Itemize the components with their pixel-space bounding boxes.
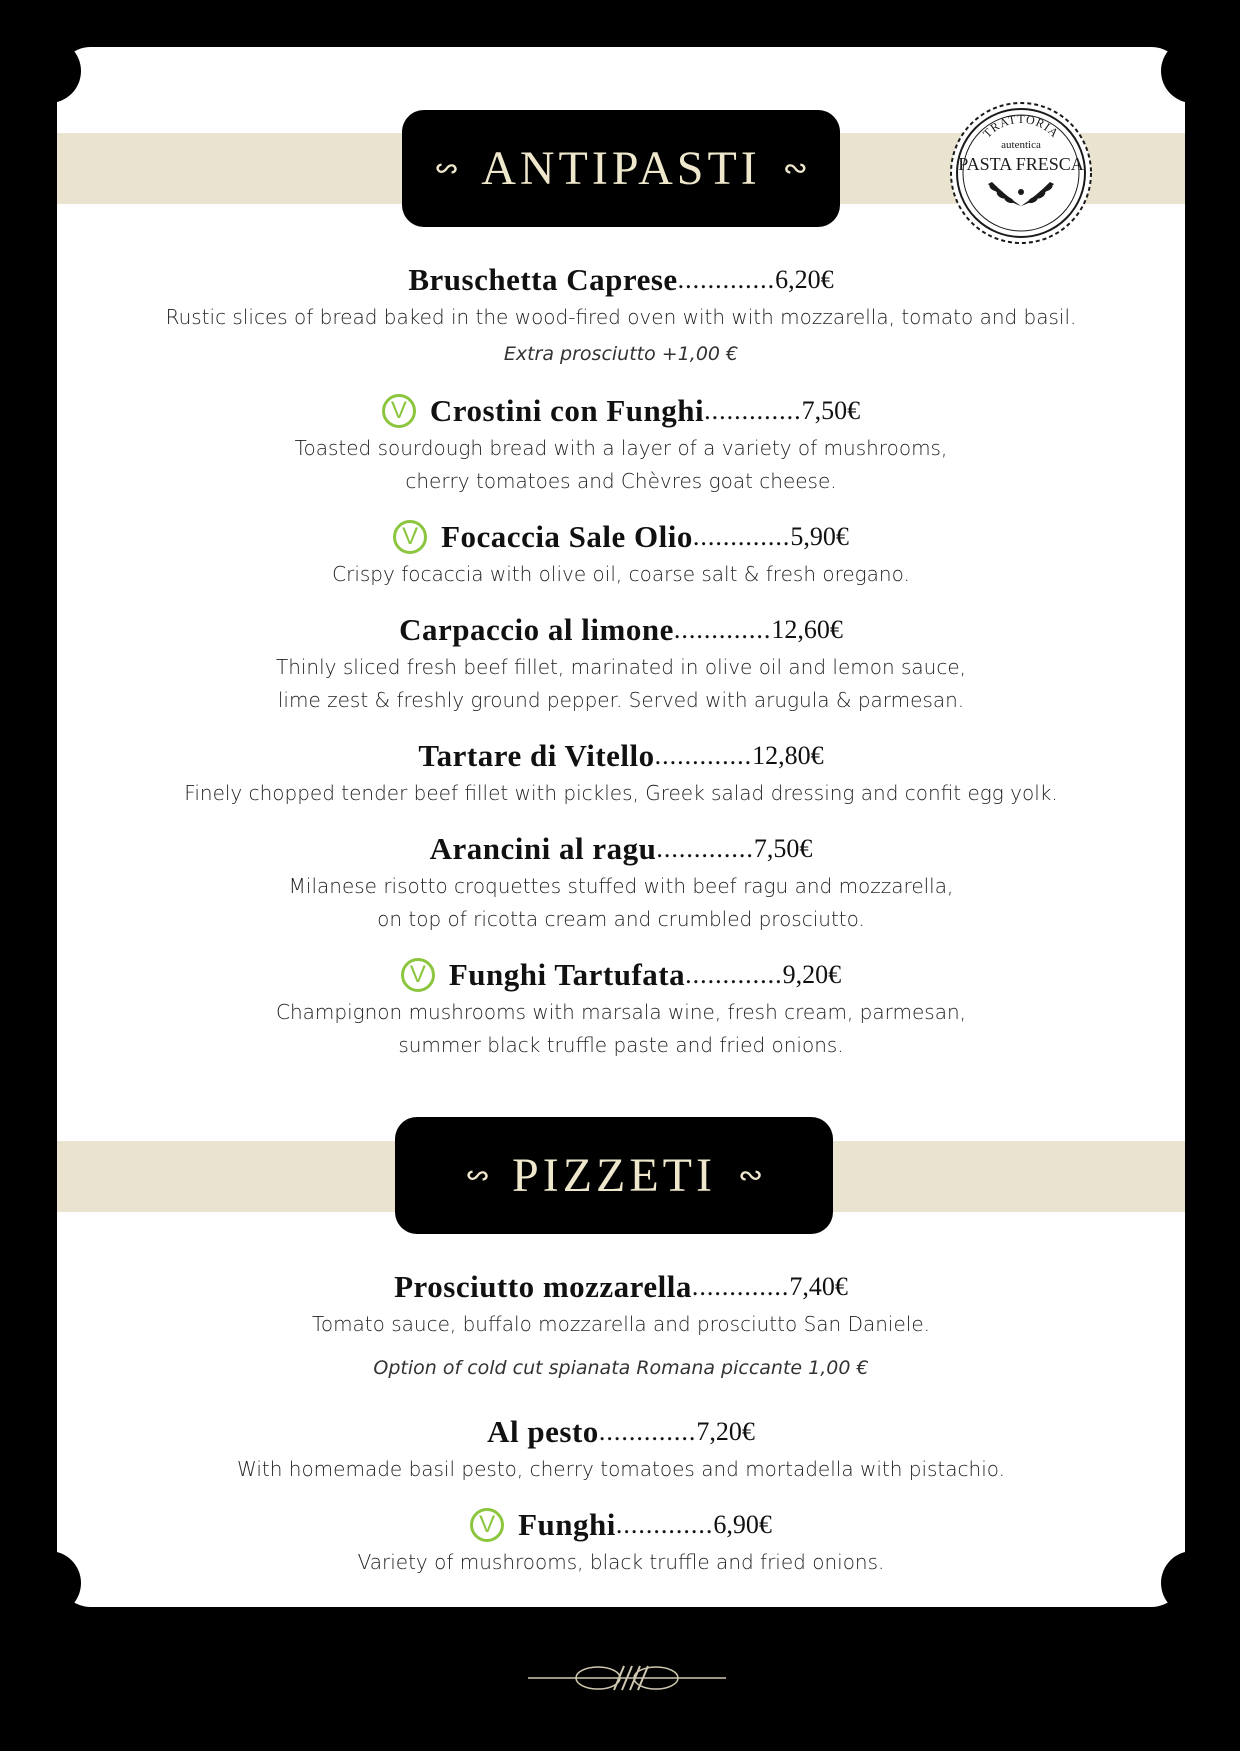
menu-item [57, 1266, 1185, 1393]
item-name: Funghi Tartufata [448, 957, 686, 992]
corner-notch [17, 39, 81, 103]
item-name: Al pesto [487, 1414, 599, 1449]
flourish-ornament-icon [528, 1660, 726, 1696]
item-description: With homemade basil pesto, cherry tomatoes and mortadella with pistachio. [237, 1457, 1005, 1481]
item-description: Champignon mushrooms with marsala wine, fresh cream, parmesan, summer black truffle paste and fried onions. [276, 1000, 966, 1057]
menu-item [57, 735, 1185, 810]
section-title: PIZZETI [512, 1149, 716, 1202]
item-name: Prosciutto mozzarella [394, 1269, 692, 1304]
trattoria-stamp-logo [948, 100, 1094, 246]
item-price: 7,50€ [753, 834, 813, 863]
menu-item [57, 259, 1185, 372]
item-price: 9,20€ [782, 960, 842, 989]
item-leader-dots: ............. [598, 1417, 697, 1446]
item-leader-dots: ............. [704, 396, 802, 425]
section-pizzeti [57, 1266, 1185, 1597]
item-description: Crispy focaccia with olive oil, coarse salt & fresh oregano. [332, 562, 910, 586]
vegetarian-icon: V [401, 958, 435, 992]
menu-item [57, 390, 1185, 498]
item-price: 12,80€ [752, 741, 824, 770]
swash-ornament-icon: ∾ [782, 152, 812, 185]
item-price: 7,50€ [801, 396, 861, 425]
item-description: Thinly sliced fresh beef fillet, marinated in olive oil and lemon sauce, lime zest & freshly ground pepper. Served with arugula & parmesan. [275, 655, 967, 712]
item-price: 7,40€ [789, 1272, 848, 1301]
item-leader-dots: ............. [677, 265, 776, 294]
item-leader-dots: ............. [673, 615, 772, 644]
item-name: Arancini al ragu [429, 831, 657, 866]
section-plaque-antipasti [402, 110, 840, 227]
item-leader-dots: ............. [656, 834, 754, 863]
item-price: 6,20€ [775, 265, 834, 294]
item-leader-dots: ............. [654, 741, 753, 770]
item-name: Bruschetta Caprese [408, 262, 678, 297]
menu-item [57, 1411, 1185, 1486]
item-name: Focaccia Sale Olio [441, 519, 693, 554]
item-extra: Option of cold cut spianata Romana piccante 1,00 € [373, 1357, 869, 1379]
corner-notch [1161, 39, 1225, 103]
item-name: Crostini con Funghi [429, 393, 705, 428]
item-leader-dots: ............. [615, 1510, 714, 1539]
item-price: 6,90€ [713, 1510, 772, 1539]
vegetarian-icon: V [393, 520, 427, 554]
item-name: Tartare di Vitello [418, 738, 655, 773]
item-extra: Extra prosciutto +1,00 € [503, 343, 739, 365]
item-name: Funghi [518, 1507, 616, 1542]
vegetarian-icon: V [382, 394, 416, 428]
vegetarian-icon: V [470, 1508, 504, 1542]
swash-ornament-icon: ∾ [460, 1159, 491, 1192]
swash-ornament-icon: ∾ [430, 152, 460, 185]
section-antipasti [57, 259, 1185, 1080]
item-name: Carpaccio al limone [399, 612, 674, 647]
stamp-line3: PASTA FRESCA [958, 154, 1084, 174]
swash-ornament-icon: ∾ [737, 1159, 768, 1192]
menu-item [57, 609, 1185, 717]
item-description: Variety of mushrooms, black truffle and fried onions. [357, 1550, 885, 1574]
section-title: ANTIPASTI [481, 142, 761, 195]
item-description: Rustic slices of bread baked in the wood-fired oven with with mozzarella, tomato and basil. [165, 305, 1077, 329]
item-leader-dots: ............. [685, 960, 783, 989]
menu-card [57, 47, 1185, 1607]
menu-item [57, 954, 1185, 1062]
item-price: 12,60€ [771, 615, 843, 644]
stamp-line2: autentica [1001, 139, 1041, 151]
item-leader-dots: ............. [691, 1272, 790, 1301]
section-plaque-pizzeti [395, 1117, 833, 1234]
menu-item [57, 1504, 1185, 1579]
menu-item [57, 828, 1185, 936]
item-price: 5,90€ [790, 522, 849, 551]
item-price: 7,20€ [696, 1417, 755, 1446]
menu-item [57, 516, 1185, 591]
item-description: Toasted sourdough bread with a layer of a variety of mushrooms, cherry tomatoes and Chèvres goat cheese. [294, 436, 948, 493]
item-description: Tomato sauce, buffalo mozzarella and prosciutto San Daniele. [312, 1312, 930, 1336]
stamp-line1: TRATTORIA [979, 111, 1062, 141]
item-leader-dots: ............. [692, 522, 791, 551]
item-description: Milanese risotto croquettes stuffed with beef ragu and mozzarella, on top of ricotta cream and crumbled prosciutto. [288, 874, 954, 931]
item-description: Finely chopped tender beef fillet with pickles, Greek salad dressing and confit egg yolk. [184, 781, 1058, 805]
